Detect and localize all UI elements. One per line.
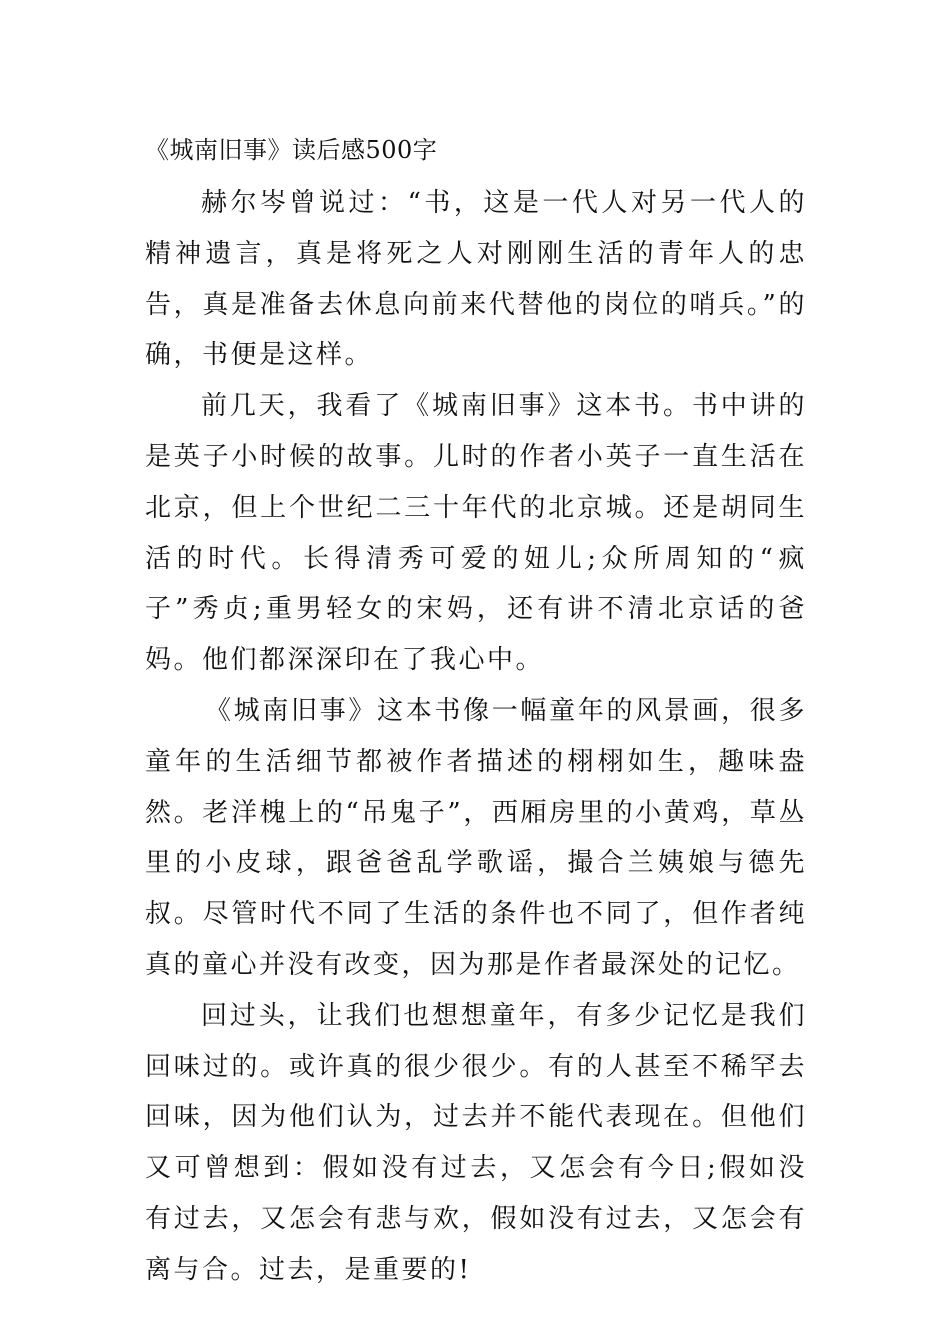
paragraph-quote: 赫尔岑曾说过：“书，这是一代人对另一代人的精神遗言，真是将死之人对刚刚生活的青年人的忠告，真是准备去休息向前来代替他的岗位的哨兵。”的确，书便是这样。 [145, 188, 807, 371]
paragraph-childhood-scenes: 《城南旧事》这本书像一幅童年的风景画，很多童年的生活细节都被作者描述的栩栩如生，趣味盎然。老洋槐上的“吊鬼子”，西厢房里的小黄鸡，草丛里的小皮球，跟爸爸乱学歌谣，撮合兰姨娘与德先叔。尽管时代不同了生活的条件也不同了，但作者纯真的童心并没有改变，因为那是作者最深处的记忆。 [145, 695, 807, 980]
document-body [145, 178, 807, 1296]
paragraph-summary: 前几天，我看了《城南旧事》这本书。书中讲的是英子小时候的故事。儿时的作者小英子一直生活在北京，但上个世纪二三十年代的北京城。还是胡同生活的时代。长得清秀可爱的妞儿;众所周知的“疯子”秀贞;重男轻女的宋妈，还有讲不清北京话的爸妈。他们都深深印在了我心中。 [145, 391, 807, 676]
paragraph-reflection: 回过头，让我们也想想童年，有多少记忆是我们回味过的。或许真的很少很少。有的人甚至不稀罕去回味，因为他们认为，过去并不能代表现在。但他们又可曾想到：假如没有过去，又怎会有今日;假如没有过去，又怎会有悲与欢，假如没有过去，又怎会有离与合。过去，是重要的! [145, 1000, 807, 1285]
document-title: 《城南旧事》读后感500字 [145, 136, 438, 164]
